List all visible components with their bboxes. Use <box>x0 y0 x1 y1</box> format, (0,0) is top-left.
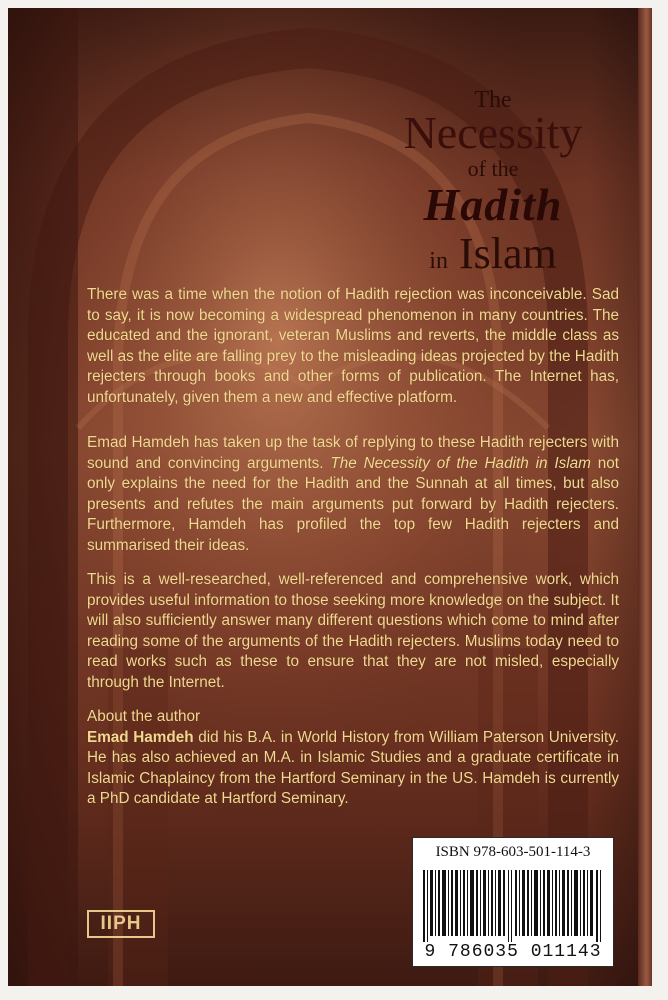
title-in-islam <box>378 229 608 283</box>
title-hadith: Hadith <box>423 179 563 230</box>
author-bio <box>87 728 619 810</box>
blurb-paragraph-1 <box>87 285 619 408</box>
book-title <box>378 88 608 283</box>
blurb-2-end: not only explains the need for the Hadith and the Sunnah at all times, but also presents and refutes the main arguments put forward by Hadith rejecters. Furthermore, Hamdeh has profiled the top few Hadith rejecters and summarised their ideas. <box>87 454 620 554</box>
blurb-text-1: There was a time when the notion of Hadith rejection was inconceivable. Sad to say, it is now becoming a widespread phenomenon in many countries. The educated and the ignorant, veteran Muslims and reverts, the middle class as well as the elite are falling prey to the misleading ideas projected by the Hadith rejecters through books and other forms of publication. The Internet has, unfortunately, given them a new and effective platform. <box>87 286 619 406</box>
title-in: in <box>429 248 448 274</box>
blurb-text-3: This is a well-researched, well-referenced and comprehensive work, which provides useful information to those seeking more knowledge on the subject. It will also sufficiently answer many different questions which come to mind after reading some of the arguments of the Hadith rejecters. Muslims today need to read works such as these to ensure that they are not misled, especially through the Internet. <box>87 571 619 691</box>
barcode-digits: 9 786035 011143 <box>424 942 602 962</box>
publisher-logo: IIPH <box>87 910 155 938</box>
book-title-italic: The Necessity of the Hadith in Islam <box>330 454 591 472</box>
isbn-barcode-box <box>412 837 614 967</box>
author-name: Emad Hamdeh <box>87 728 194 746</box>
about-author-label: About the author <box>87 708 201 725</box>
blurb-text-2 <box>87 433 619 556</box>
barcode-image <box>421 870 605 942</box>
isbn-label: ISBN 978-603-501-114-3 <box>435 844 591 860</box>
title-the: The <box>474 87 512 113</box>
author-bio-text: did his B.A. in World History from William Paterson University. He has also achieved an M.A. in Islamic Studies and a graduate certificate in Islamic Chaplaincy from the Hartford Seminary in the US. Hamdeh is currently a PhD candidate at Hartford Seminary. <box>87 728 620 807</box>
title-of-the: of the <box>467 156 519 181</box>
about-author-section <box>87 707 619 810</box>
blurb-2-start: Emad Hamdeh has taken up the task of replying to these Hadith rejecters with sound and convincing arguments. <box>87 434 619 472</box>
blurb-paragraph-2 <box>87 433 619 556</box>
title-islam: Islam <box>458 229 557 278</box>
cover-edge <box>638 8 652 986</box>
title-necessity: Necessity <box>403 107 583 158</box>
blurb-paragraph-3 <box>87 570 619 693</box>
book-back-cover <box>8 8 652 986</box>
